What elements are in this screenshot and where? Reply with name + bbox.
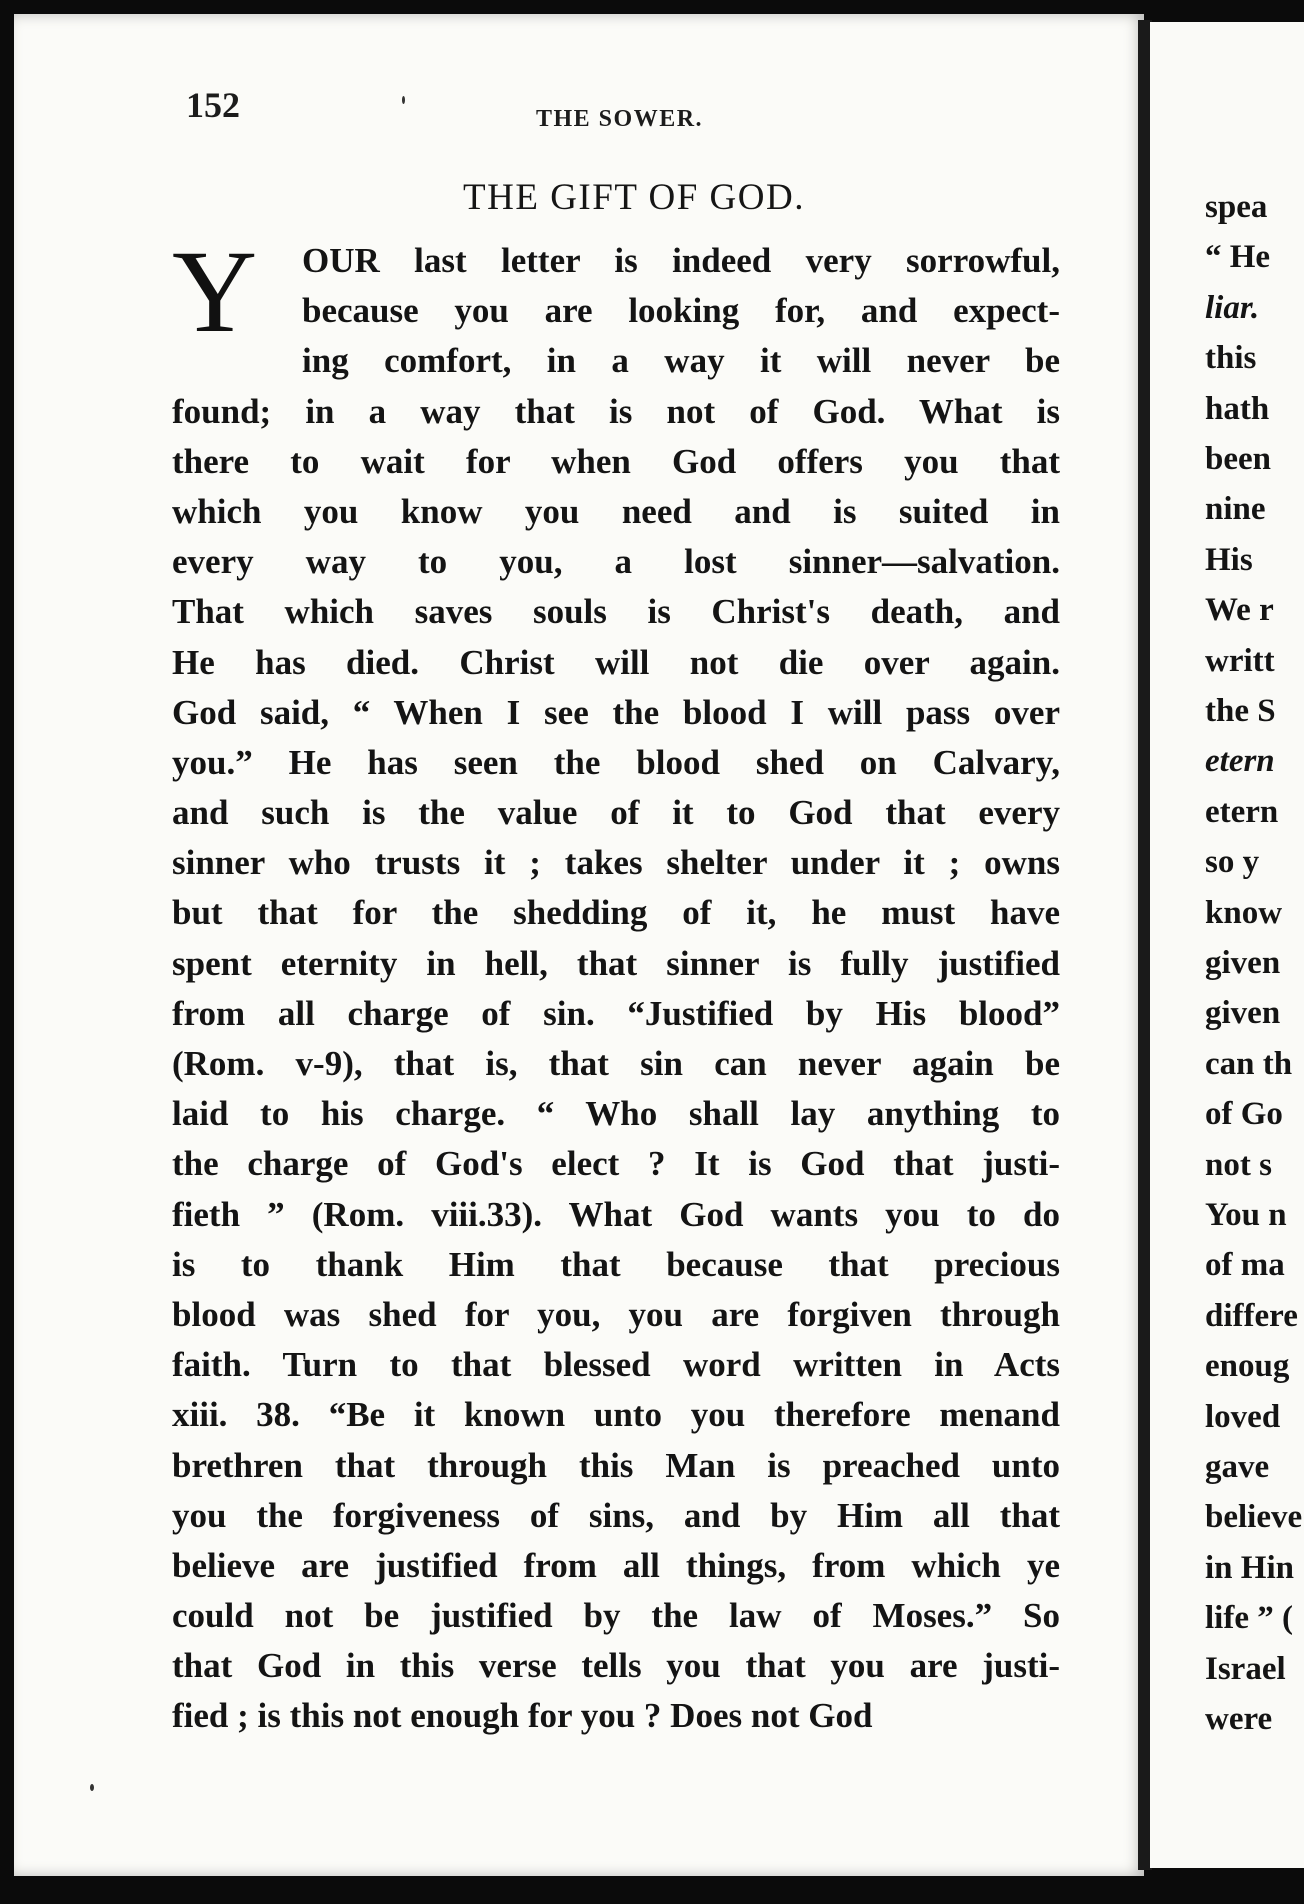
article-title: THE GIFT OF GOD. <box>463 177 805 218</box>
body-line: because you are looking for, and expect- <box>302 291 1060 331</box>
right-page-line: spea <box>1205 189 1268 225</box>
right-page-line: this <box>1205 340 1257 377</box>
right-page-fragment <box>1150 22 1304 1868</box>
body-line: the charge of God's elect ? It is God that justi- <box>172 1144 1060 1184</box>
body-line: could not be justified by the law of Moses.” So <box>172 1596 1060 1636</box>
body-line: spent eternity in hell, that sinner is fully justified <box>172 943 1060 983</box>
right-page-line: given <box>1205 995 1281 1032</box>
body-line: faith. Turn to that blessed word written in Acts <box>172 1345 1060 1385</box>
body-line: every way to you, a lost sinner—salvation. <box>172 542 1060 582</box>
right-page-line: the S <box>1205 693 1276 729</box>
body-line: which you know you need and is suited in <box>172 491 1060 531</box>
right-page-line: not s <box>1205 1146 1272 1183</box>
journal-title: THE SOWER. <box>536 106 704 132</box>
body-line: believe are justified from all things, from which ye <box>172 1545 1060 1585</box>
body-line: ing comfort, in a way it will never be <box>302 341 1060 381</box>
right-page-line: know <box>1205 894 1283 931</box>
left-page <box>14 14 1144 1876</box>
running-head <box>186 84 1066 134</box>
body-line: from all charge of sin. “Justified by His blood” <box>172 993 1060 1033</box>
right-page-line: of Go <box>1205 1096 1283 1133</box>
right-page-line: so y <box>1205 844 1260 881</box>
body-line: laid to his charge. “ Who shall lay anything to <box>172 1094 1060 1134</box>
right-page-line: We r <box>1205 592 1274 629</box>
right-page-line: believe <box>1205 1499 1303 1536</box>
right-page-line: etern <box>1205 743 1275 780</box>
page-number: 152 <box>186 85 240 125</box>
right-page-line: liar. <box>1205 289 1260 326</box>
right-page-line: were <box>1205 1701 1273 1737</box>
body-line: xiii. 38. “Be it known unto you therefore menand <box>172 1395 1060 1435</box>
right-page-line: nine <box>1205 491 1266 528</box>
body-line: is to thank Him that because that precious <box>172 1244 1060 1284</box>
body-line: sinner who trusts it ; takes shelter under it ; owns <box>172 843 1060 883</box>
body-line: fied ; is this not enough for you ? Does not God <box>172 1696 873 1736</box>
right-page-line: Israel <box>1205 1650 1286 1687</box>
right-page-line: can th <box>1205 1045 1293 1082</box>
right-page-line: of ma <box>1205 1247 1285 1284</box>
drop-cap: Y <box>172 226 258 357</box>
right-page-line: life ” ( <box>1205 1600 1293 1637</box>
right-page-line: enoug <box>1205 1348 1290 1385</box>
article-body <box>172 226 1060 1742</box>
print-speck <box>90 1784 94 1791</box>
body-line: and such is the value of it to God that every <box>172 793 1060 833</box>
body-line: that God in this verse tells you that you are justi- <box>172 1646 1060 1686</box>
body-line: you.” He has seen the blood shed on Calvary, <box>172 742 1060 782</box>
right-page-line: writt <box>1205 642 1275 679</box>
right-page-line: hath <box>1205 390 1270 427</box>
body-line: but that for the shedding of it, he must have <box>172 893 1060 933</box>
body-line: you the forgiveness of sins, and by Him all that <box>172 1495 1060 1535</box>
body-line: OUR last letter is indeed very sorrowful, <box>302 241 1060 280</box>
right-page-line: gave <box>1205 1449 1270 1485</box>
body-line: there to wait for when God offers you that <box>172 441 1060 481</box>
body-line: He has died. Christ will not die over again. <box>172 642 1060 682</box>
right-page-line: been <box>1205 441 1271 477</box>
body-line: found; in a way that is not of God. What is <box>172 391 1060 431</box>
body-line: God said, “ When I see the blood I will pass over <box>172 692 1060 732</box>
right-page-line: His <box>1205 541 1253 578</box>
print-speck <box>402 96 405 104</box>
body-line: blood was shed for you, you are forgiven through <box>172 1294 1060 1334</box>
right-page-line: differe <box>1205 1297 1298 1334</box>
right-page-line: etern <box>1205 793 1279 830</box>
body-line: That which saves souls is Christ's death, and <box>172 592 1060 632</box>
right-page-line: in Hin <box>1205 1549 1294 1586</box>
right-page-line: given <box>1205 945 1281 981</box>
body-line: fieth ” (Rom. viii.33). What God wants you to do <box>172 1194 1060 1234</box>
right-page-line: “ He <box>1205 239 1271 276</box>
right-page-line: You n <box>1205 1197 1287 1233</box>
body-line: brethren that through this Man is preached unto <box>172 1445 1060 1485</box>
body-line: (Rom. v-9), that is, that sin can never again be <box>172 1044 1060 1083</box>
right-page-line: loved <box>1205 1398 1281 1435</box>
